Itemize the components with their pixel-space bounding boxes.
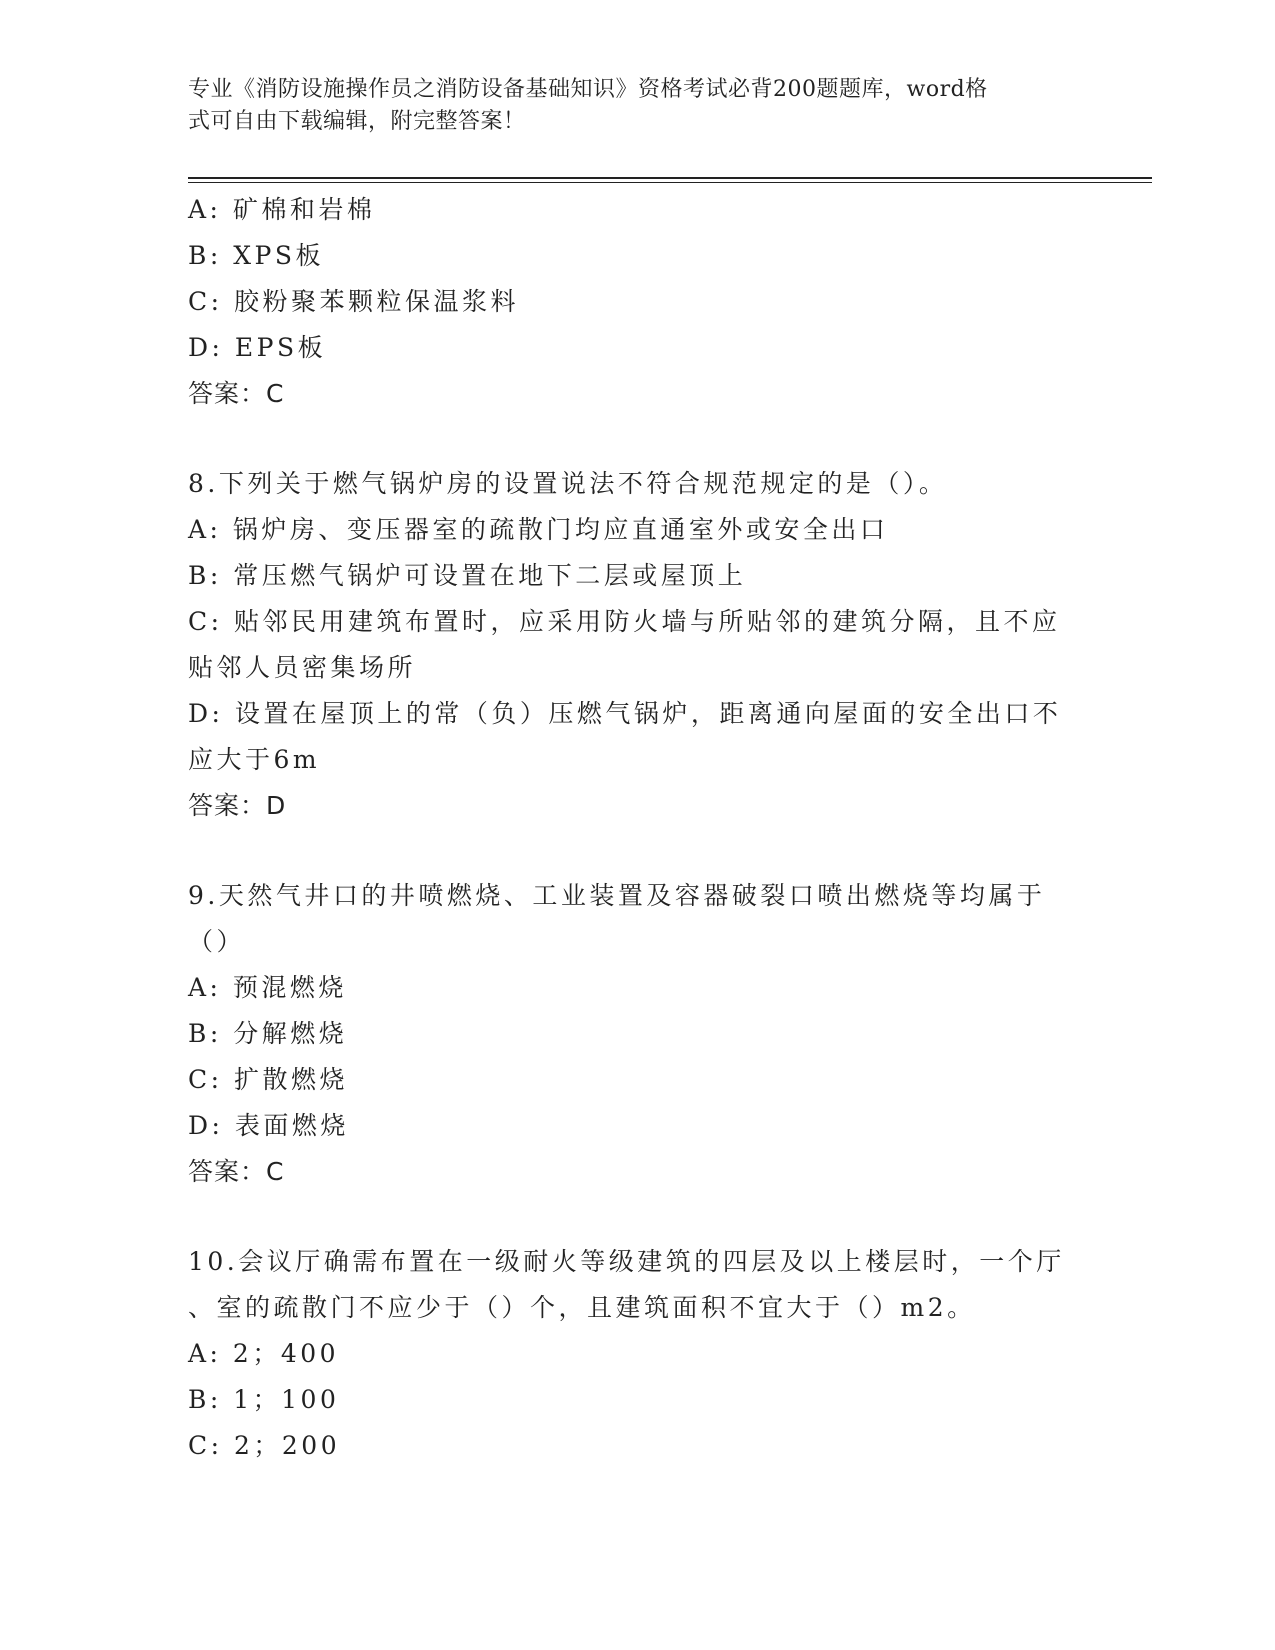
question-stem-line-1: 10.会议厅确需布置在一级耐火等级建筑的四层及以上楼层时，一个厅 [188, 1247, 1065, 1276]
option-a: A: 2；400 [188, 1339, 340, 1368]
question-list [188, 187, 1088, 1469]
question-9 [188, 873, 1088, 1195]
option-d-line-2: 应大于6m [188, 745, 321, 774]
option-c: C: 胶粉聚苯颗粒保温浆料 [188, 287, 519, 316]
question-stem-line-2: 、室的疏散门不应少于（）个，且建筑面积不宜大于（）m2。 [188, 1293, 976, 1322]
header-divider-thin [188, 182, 1152, 183]
option-c: C: 2；200 [188, 1431, 341, 1460]
answer-key: 答案：D [188, 791, 287, 820]
header-title-line-1: 专业《消防设施操作员之消防设备基础知识》资格考试必背200题题库，word格 [188, 77, 988, 102]
question-stem: 8.下列关于燃气锅炉房的设置说法不符合规范规定的是（）。 [188, 469, 948, 498]
option-c-line-1: C: 贴邻民用建筑布置时，应采用防火墙与所贴邻的建筑分隔，且不应 [188, 607, 1061, 636]
question-10 [188, 1239, 1088, 1469]
question-spacer [188, 1195, 1088, 1239]
answer-key: 答案：C [188, 379, 285, 408]
question-7-continued [188, 187, 1088, 417]
option-a: A: 矿棉和岩棉 [188, 195, 376, 224]
option-b: B: 常压燃气锅炉可设置在地下二层或屋顶上 [188, 561, 747, 590]
option-a: A: 锅炉房、变压器室的疏散门均应直通室外或安全出口 [188, 515, 889, 544]
question-spacer [188, 829, 1088, 873]
option-c: C: 扩散燃烧 [188, 1065, 348, 1094]
option-c-line-2: 贴邻人员密集场所 [188, 653, 417, 682]
option-d: D: 表面燃烧 [188, 1111, 349, 1140]
header-divider-thick [188, 177, 1152, 179]
option-a: A: 预混燃烧 [188, 973, 347, 1002]
option-d: D: EPS板 [188, 333, 327, 362]
question-spacer [188, 417, 1088, 461]
answer-key: 答案：C [188, 1157, 285, 1186]
option-d-line-1: D: 设置在屋顶上的常（负）压燃气锅炉，距离通向屋面的安全出口不 [188, 699, 1062, 728]
question-stem-line-1: 9.天然气井口的井喷燃烧、工业装置及容器破裂口喷出燃烧等均属于 [188, 881, 1046, 910]
question-stem-line-2: （） [188, 927, 246, 956]
header-title-line-2: 式可自由下载编辑，附完整答案！ [188, 109, 526, 134]
option-b: B: 1；100 [188, 1385, 340, 1414]
option-b: B: XPS板 [188, 241, 324, 270]
document-header [188, 74, 1068, 138]
question-8 [188, 461, 1088, 829]
option-b: B: 分解燃烧 [188, 1019, 348, 1048]
